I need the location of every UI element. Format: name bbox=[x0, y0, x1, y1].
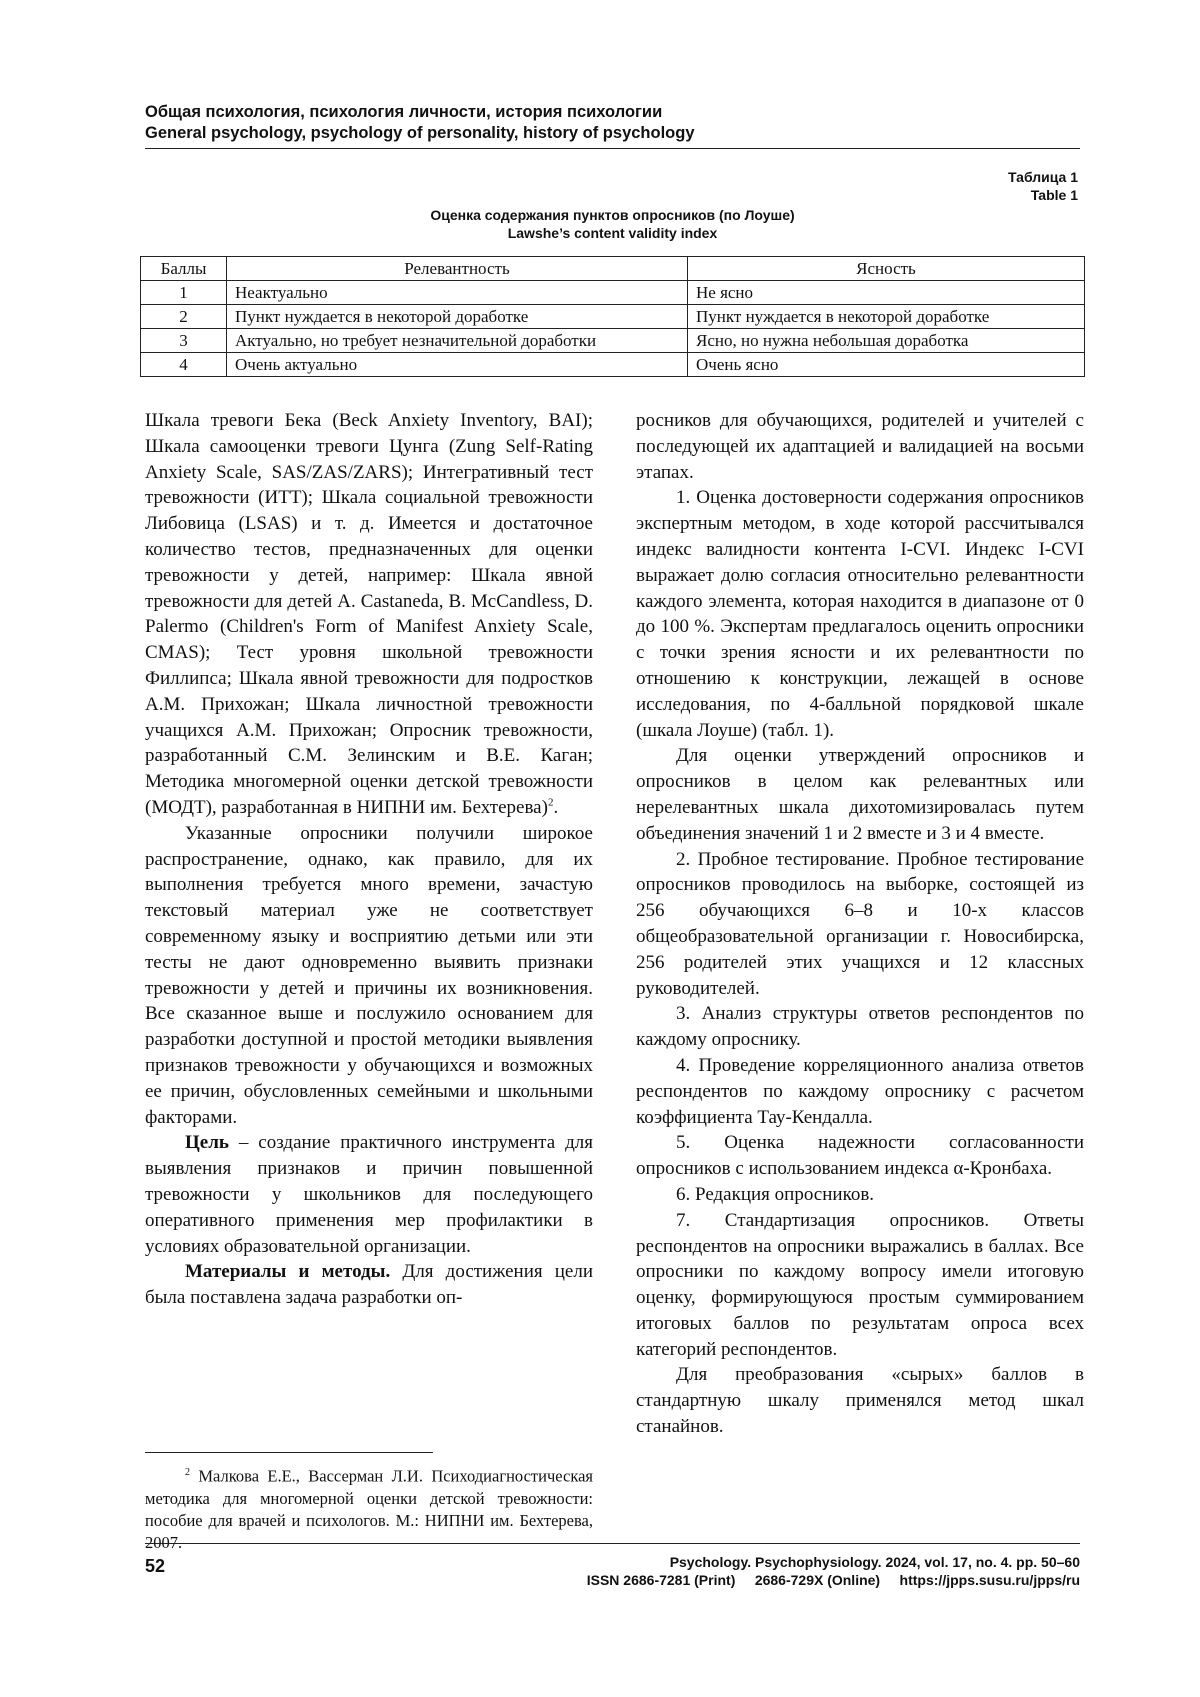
table-caption-ru: Оценка содержания пунктов опросников (по Лоуше) bbox=[430, 207, 795, 223]
footnote-body: Малкова Е.Е., Вассерман Л.И. Психодиагностическая методика для многомерной оценки детской тревожности: пособие для врачей и психологов. М.: НИПНИ им. Бехтерева, 2007. bbox=[145, 1466, 593, 1552]
right-column bbox=[636, 408, 1084, 1440]
journal-url[interactable]: https://jpps.susu.ru/jpps/ru bbox=[899, 1572, 1080, 1588]
footnote-ref: 2 bbox=[547, 796, 554, 809]
footnote-mark: 2 bbox=[185, 1467, 190, 1478]
table-cell-clarity: Не ясно bbox=[688, 281, 1085, 305]
paragraph: Для преобразования «сырых» баллов в стандартную шкалу применялся метод шкал станайнов. bbox=[636, 1364, 1084, 1438]
issn-online: 2686-729X (Online) bbox=[754, 1572, 881, 1588]
paragraph: росников для обучающихся, родителей и учителей с последующей их адаптацией и валидацией на восьми этапах. bbox=[636, 410, 1084, 483]
paragraph: 2. Пробное тестирование. Пробное тестирование опросников проводилось на выборке, состоящей из 256 обучающихся 6–8 и 10-х классов общеобразовательной организации г. Новосибирска, 256 родителей этих учащихся и 12 классных руководителей. bbox=[636, 848, 1084, 999]
paragraph-text: Шкала тревоги Бека (Beck Anxiety Inventory, BAI); Шкала самооценки тревоги Цунга (Zung Self-Rating Anxiety Scale, SAS/ZAS/ZARS); Интегративный тест тревожности (ИТТ); Шкала социальной тревожности Либовица (LSAS) и т. д. Имеется и достаточное количество тестов, предназначенных для оценки тревожности у детей, например: Шкала явной тревожности для детей A. Castaneda, B. McCandless, D. Palermo (Children's Form of Manifest Anxiety Scale, CMAS); Тест уровня школьной тревожности Филлипса; Шкала явной тревожности для подростков А.М. Прихожан; Шкала личностной тревожности учащихся А.М. Прихожан; Опросник тревожности, разработанный С.М. Зелинским и В.Е. Каган; Методика многомерной оценки детской тревожности (МОДТ), разработанная в НИПНИ им. Бехтерева) bbox=[145, 410, 593, 818]
table-cell-score: 3 bbox=[141, 329, 227, 353]
header-divider bbox=[145, 148, 1080, 149]
table-row bbox=[141, 305, 1085, 329]
table-header-row bbox=[141, 257, 1085, 281]
table-header-cell: Релевантность bbox=[227, 257, 688, 281]
paragraph-text: – создание практичного инструмента для выявления признаков и причин повышенной тревожности у школьников для последующего оперативного применения мер профилактики в условиях образовательной организации. bbox=[145, 1132, 593, 1257]
table-label-en: Table 1 bbox=[1030, 187, 1078, 203]
paragraph: 5. Оценка надежности согласованности опросников с использованием индекса α-Кронбаха. bbox=[636, 1132, 1084, 1180]
paragraph: 4. Проведение корреляционного анализа ответов респондентов по каждому опроснику с расчетом коэффициента Тау-Кендалла. bbox=[636, 1054, 1084, 1128]
footnote bbox=[145, 1462, 593, 1554]
table-cell-relevance: Неактуально bbox=[227, 281, 688, 305]
left-column bbox=[145, 408, 593, 1311]
table-label bbox=[1008, 168, 1078, 204]
table-header-cell: Ясность bbox=[688, 257, 1085, 281]
paragraph: 7. Стандартизация опросников. Ответы респондентов на опросники выражались в баллах. Все опросники по каждому вопросу имели итоговую оценку, формирующуюся простым суммированием итоговых баллов по результатам опроса всех категорий респондентов. bbox=[636, 1209, 1084, 1360]
table-caption bbox=[140, 206, 1085, 242]
table-label-ru: Таблица 1 bbox=[1007, 169, 1078, 185]
paragraph bbox=[145, 1130, 593, 1259]
table-cell-clarity: Пункт нуждается в некоторой доработке bbox=[688, 305, 1085, 329]
issn-print: ISSN 2686-7281 (Print) bbox=[586, 1572, 736, 1588]
journal-identifiers bbox=[587, 1571, 1080, 1589]
footnote-text bbox=[145, 1462, 593, 1554]
paragraph bbox=[145, 408, 593, 821]
paragraph: Указанные опросники получили широкое распространение, однако, как правило, для их выполнения требуется много времени, зачастую текстовый материал уже не соответствует современному языку и восприятию детьми или эти тесты не дают одновременно выявить признаки тревожности у детей и причины их возникновения. Все сказанное выше и послужило основанием для разработки доступной и простой методики выявления признаков тревожности у обучающихся и возможных ее причин, обусловленных семейными и школьными факторами. bbox=[145, 822, 593, 1128]
table-header-cell: Баллы bbox=[141, 257, 227, 281]
paragraph: 3. Анализ структуры ответов респондентов по каждому опроснику. bbox=[636, 1003, 1084, 1051]
table-cell-relevance: Пункт нуждается в некоторой доработке bbox=[227, 305, 688, 329]
header-title-ru: Общая психология, психология личности, история психологии bbox=[145, 103, 663, 121]
paragraph-heading: Цель bbox=[185, 1132, 229, 1154]
paragraph: 1. Оценка достоверности содержания опросников экспертным методом, в ходе которой рассчитывался индекс валидности контента I-CVI. Индекс I-CVI выражает долю согласия относительно релевантности каждого элемента, которая находится в диапазоне от 0 до 100 %. Экспертам предлагалось оценить опросники с точки зрения ясности и их релевантности по отношению к конструкции, лежащей в основе исследования, по 4-балльной порядковой шкале (шкала Лоуше) (табл. 1). bbox=[636, 487, 1084, 741]
table-row bbox=[141, 329, 1085, 353]
footer-divider bbox=[145, 1543, 1080, 1544]
table-cell-relevance: Актуально, но требует незначительной доработки bbox=[227, 329, 688, 353]
table-cell-score: 1 bbox=[141, 281, 227, 305]
paragraph: Для оценки утверждений опросников и опросников в целом как релевантных или нерелевантных шкала дихотомизировалась путем объединения значений 1 и 2 вместе и 3 и 4 вместе. bbox=[636, 745, 1084, 844]
paragraph-text: Для достижения цели была поставлена задача разработки оп- bbox=[145, 1261, 593, 1309]
paragraph: 6. Редакция опросников. bbox=[676, 1183, 875, 1205]
table-cell-relevance: Очень актуально bbox=[227, 353, 688, 377]
paragraph-heading: Материалы и методы. bbox=[185, 1261, 391, 1283]
header-title-en: General psychology, psychology of personality, history of psychology bbox=[145, 124, 695, 142]
table-caption-en: Lawshe’s content validity index bbox=[507, 225, 718, 241]
journal-footer bbox=[587, 1553, 1080, 1589]
journal-citation: Psychology. Psychophysiology. 2024, vol. 17, no. 4. pp. 50–60 bbox=[669, 1554, 1080, 1570]
paragraph-text: . bbox=[553, 796, 559, 818]
table-row bbox=[141, 353, 1085, 377]
table-cell-score: 2 bbox=[141, 305, 227, 329]
table-cell-score: 4 bbox=[141, 353, 227, 377]
running-header bbox=[145, 102, 1080, 144]
table-row bbox=[141, 281, 1085, 305]
paragraph bbox=[145, 1259, 593, 1311]
lawshe-table bbox=[140, 256, 1085, 377]
table-cell-clarity: Ясно, но нужна небольшая доработка bbox=[688, 329, 1085, 353]
footnote-divider bbox=[145, 1452, 433, 1453]
page-number: 52 bbox=[145, 1556, 166, 1576]
table-cell-clarity: Очень ясно bbox=[688, 353, 1085, 377]
